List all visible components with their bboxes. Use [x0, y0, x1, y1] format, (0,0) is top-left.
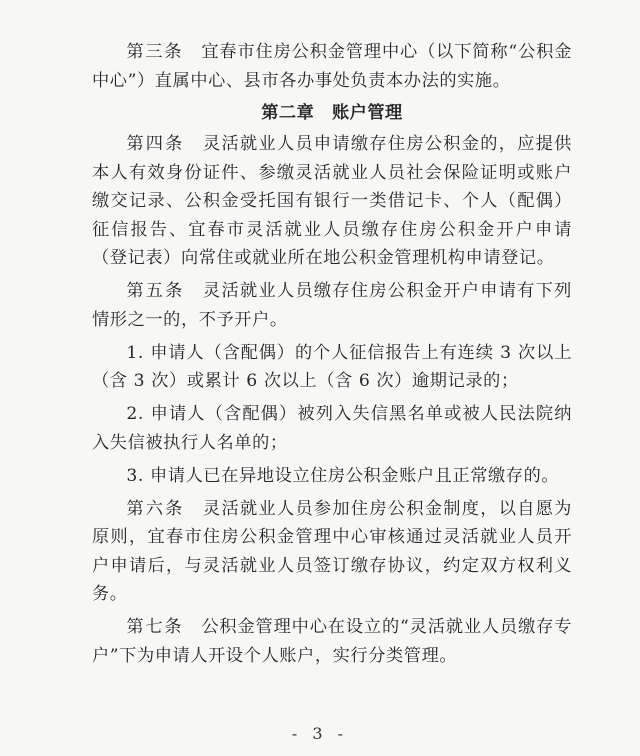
- document-body: [92, 38, 572, 675]
- article-3: [92, 38, 572, 95]
- article-5: [92, 277, 572, 334]
- article-6: [92, 495, 572, 609]
- article-text: 宜春市住房公积金管理中心（以下简称“公积金中心”）直属中心、县市各办事处负责本办法的实施。: [92, 42, 572, 91]
- article-text: 公积金管理中心在设立的“灵活就业人员缴存专户”下为申请人开设个人账户，实行分类管理。: [92, 617, 572, 666]
- article-text: 灵活就业人员缴存住房公积金开户申请有下列情形之一的，不予开户。: [92, 281, 572, 330]
- article-text: 灵活就业人员参加住房公积金制度，以自愿为原则，宜春市住房公积金管理中心审核通过灵活就业人员开户申请后，与灵活就业人员签订缴存协议，约定双方权利义务。: [92, 498, 572, 604]
- article-number: 第七条: [126, 617, 184, 637]
- article-7: [92, 613, 572, 670]
- article-number: 第四条: [126, 134, 185, 154]
- article-4: [92, 130, 572, 273]
- list-item-3: 3. 申请人已在异地设立住房公积金账户且正常缴存的。: [126, 465, 560, 486]
- article-text: 灵活就业人员申请缴存住房公积金的，应提供本人有效身份证件、参缴灵活就业人员社会保险证明或账户缴交记录、公积金受托国有银行一类借记卡、个人（配偶）征信报告、宜春市灵活就业人员缴存住房公积金开户申请（登记表）向常住或就业所在地公积金管理机构申请登记。: [92, 134, 572, 268]
- chapter-heading: 第二章 账户管理: [261, 102, 403, 123]
- page-number: - 3 -: [291, 724, 349, 743]
- list-item-2: 2. 申请人（含配偶）被列入失信黑名单或被人民法院纳入失信被执行人名单的；: [92, 404, 572, 453]
- article-number: 第三条: [126, 42, 184, 62]
- list-item-1: 1. 申请人（含配偶）的个人征信报告上有连续 3 次以上（含 3 次）或累计 6 次以上（含 6 次）逾期记录的；: [92, 342, 572, 391]
- article-number: 第五条: [126, 281, 185, 301]
- article-number: 第六条: [126, 498, 185, 519]
